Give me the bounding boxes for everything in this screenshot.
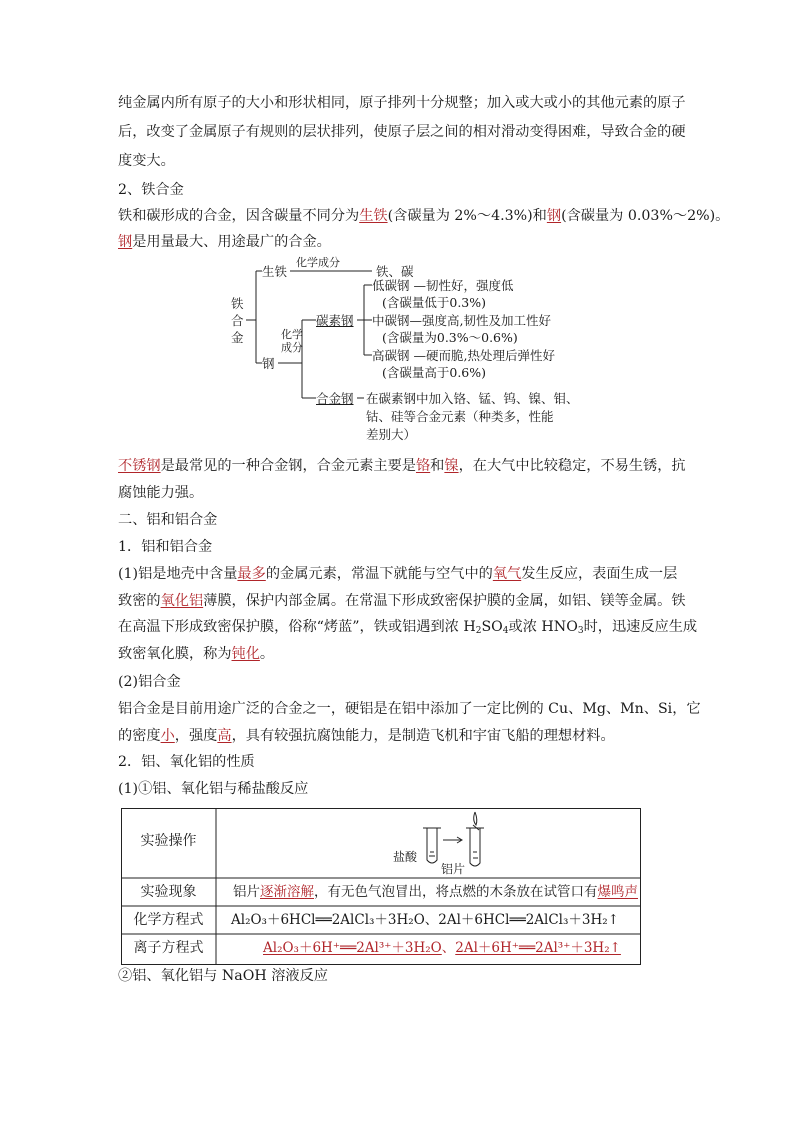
diagram-chem-comp-label: 化学成分 — [296, 256, 340, 269]
text-line: 纯金属内所有原子的大小和形状相同，原子排列十分规整；加入或大或小的其他元素的原子 — [118, 95, 686, 111]
answer-blank: 逐渐溶解 — [260, 884, 314, 900]
text-line: 铝合金是目前用途广泛的合金之一，硬铝是在铝中添加了一定比例的 Cu、Mg、Mn、Si，它 — [118, 701, 701, 717]
diagram-steel: 钢 — [262, 356, 275, 371]
diagram-alloy-desc: 钴、硅等合金元素（种类多，性能 — [366, 409, 554, 424]
phenomenon-text: 铝片逐渐溶解，有无色气泡冒出，将点燃的木条放在试管口有爆鸣声 — [233, 884, 638, 900]
diagram-chem-comp-label: 化学 — [281, 328, 303, 341]
row-label-operation: 实验操作 — [140, 833, 197, 849]
row-label-ion-equation: 离子方程式 — [133, 940, 204, 956]
answer-blank: 不锈钢 — [118, 458, 161, 474]
apparatus-label-al: 铝片 — [441, 862, 466, 876]
diagram-root-char: 金 — [231, 330, 244, 345]
diagram-alloy-steel: 合金钢 — [316, 391, 354, 406]
section-heading: 2、铁合金 — [118, 182, 184, 198]
diagram-mid-carbon: 中碳钢—强度高,韧性及加工性好 — [372, 313, 551, 328]
answer-blank: Al₂O₃＋6H⁺══2Al³⁺＋3H₂O — [263, 940, 442, 956]
diagram-low-carbon: 低碳钢 —韧性好，强度低 — [372, 278, 514, 293]
text-line: 度变大。 — [118, 153, 175, 169]
text-line: 致密的氧化铝薄膜，保护内部金属。在常温下形成致密保护膜的金属，如铝、镁等金属。铁 — [118, 593, 686, 609]
experiment-table — [121, 808, 641, 965]
answer-blank: 高 — [217, 728, 232, 744]
diagram-root-char: 铁 — [231, 296, 244, 311]
text-line: ②铝、氧化铝与 NaOH 溶液反应 — [118, 968, 328, 984]
iron-alloy-classification-diagram — [226, 258, 606, 448]
answer-blank: 最多 — [237, 566, 266, 582]
text-line: 的密度小，强度高，具有较强抗腐蚀能力，是制造飞机和宇宙飞船的理想材料。 — [118, 728, 615, 744]
answer-blank: 2Al＋6H⁺══2Al³⁺＋3H₂↑ — [455, 940, 621, 956]
diagram-alloy-desc: 差别大） — [366, 427, 417, 442]
diagram-high-carbon: 高碳钢 —硬而脆,热处理后弹性好 — [372, 348, 555, 363]
test-tube-icon — [423, 812, 484, 866]
answer-blank: 镍 — [444, 458, 459, 474]
answer-blank: 爆鸣声 — [597, 884, 638, 900]
answer-blank: 铬 — [415, 458, 431, 474]
subsection-heading: (2)铝合金 — [118, 674, 181, 690]
diagram-pig-iron-comp: 铁、碳 — [376, 264, 414, 279]
text-line: 在高温下形成致密保护膜，俗称“烤蓝”，铁或铝遇到浓 $H_2SO_4$或浓 $HNO_3$时，迅速反应生成 — [118, 619, 698, 636]
diagram-carbon-steel: 碳素钢 — [316, 313, 354, 328]
ion-equation: Al₂O₃＋6H⁺══2Al³⁺＋3H₂O、2Al＋6H⁺══2Al³⁺＋3H₂↑ — [263, 940, 621, 956]
text-line: 致密氧化膜，称为钝化。 — [118, 646, 275, 662]
answer-blank: 小 — [160, 728, 175, 744]
text-line: 不锈钢是最常见的一种合金钢，合金元素主要是铬和镍，在大气中比较稳定，不易生锈，抗 — [118, 458, 686, 474]
text-line: 腐蚀能力强。 — [118, 485, 204, 501]
diagram-mid-carbon-note: (含碳量为0.3%～0.6%) — [382, 330, 518, 345]
answer-blank: 钢 — [546, 208, 562, 224]
subsection-heading: 1．铝和铝合金 — [118, 539, 213, 555]
answer-blank: 氧气 — [492, 566, 522, 582]
row-label-chem-equation: 化学方程式 — [133, 912, 204, 928]
text-line: (1)铝是地壳中含量最多的金属元素，常温下就能与空气中的氧气发生反应，表面生成一层 — [118, 566, 678, 582]
answer-blank: 钝化 — [231, 646, 260, 662]
row-label-phenomenon: 实验现象 — [140, 884, 197, 900]
answer-blank: 钢 — [118, 234, 133, 250]
subsection-heading: 2．铝、氧化铝的性质 — [118, 754, 255, 770]
answer-blank: 生铁 — [359, 208, 388, 224]
diagram-root-char: 合 — [231, 313, 244, 328]
diagram-chem-comp-label: 成分 — [281, 341, 303, 354]
diagram-pig-iron: 生铁 — [262, 264, 288, 279]
section-heading: 二、铝和铝合金 — [118, 512, 218, 528]
text-line: (1)①铝、氧化铝与稀盐酸反应 — [118, 781, 309, 797]
text-line: 铁和碳形成的合金，因含碳量不同分为生铁(含碳量为 2%～4.3%)和钢(含碳量为 0.03%～2%)。 — [118, 208, 730, 224]
diagram-low-carbon-note: (含碳量低于0.3%) — [382, 295, 487, 310]
answer-blank: 氧化铝 — [160, 593, 204, 609]
diagram-alloy-desc: 在碳素钢中加入铬、锰、钨、镍、钼、 — [366, 391, 579, 406]
apparatus-label-hcl: 盐酸 — [393, 850, 418, 864]
diagram-high-carbon-note: (含碳量高于0.6%) — [382, 365, 487, 380]
text-line: 后，改变了金属原子有规则的层状排列，使原子层之间的相对滑动变得困难，导致合金的硬 — [118, 124, 686, 140]
text-line: 钢是用量最大、用途最广的合金。 — [118, 234, 331, 250]
chem-equation: Al₂O₃＋6HCl══2AlCl₃＋3H₂O、2Al＋6HCl══2AlCl₃＋3H₂↑ — [231, 912, 619, 928]
